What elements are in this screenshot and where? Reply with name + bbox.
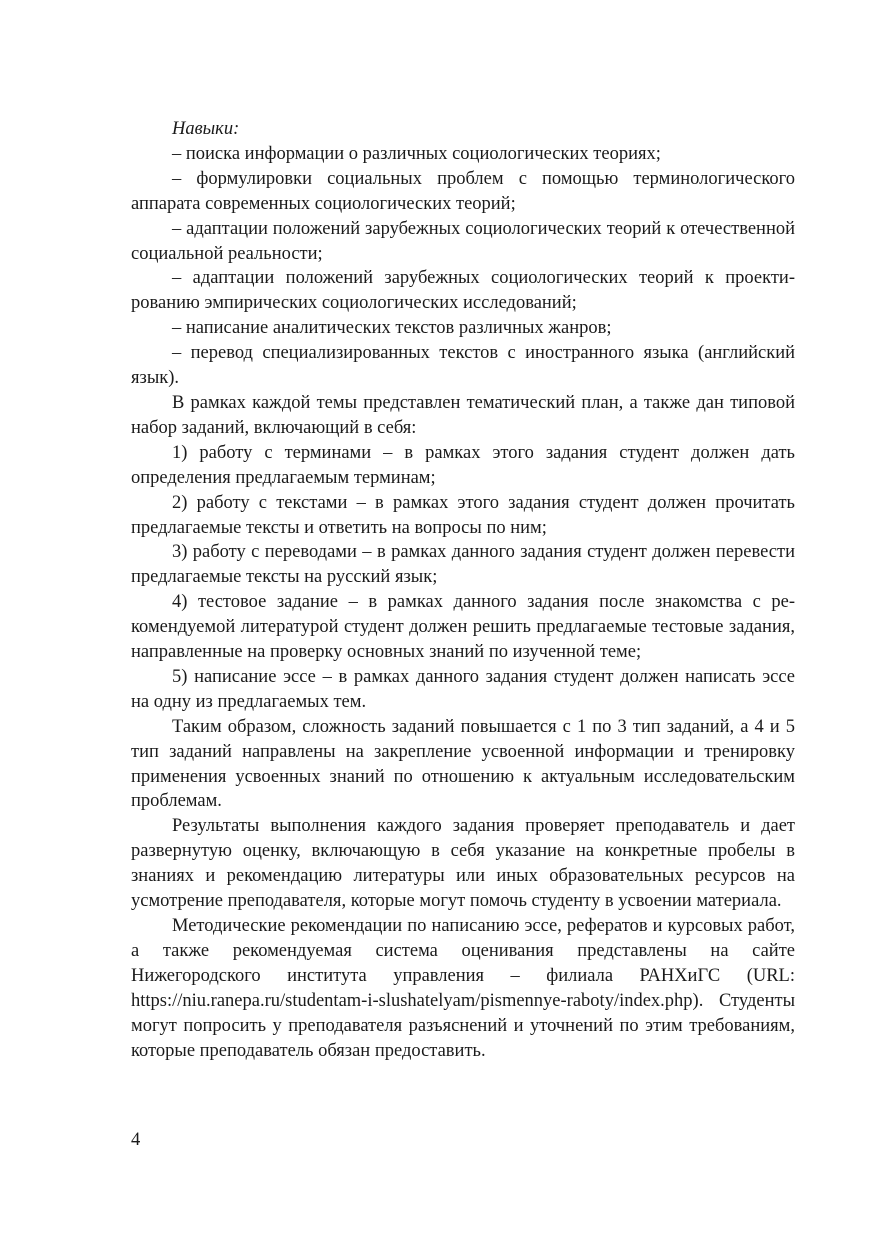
task-item: 5) написание эссе – в рамках данного задания студент должен написать эссе на одну из предлагаемых тем.: [131, 666, 795, 712]
skill-item: – поиска информации о различных социологических теориях;: [172, 143, 661, 164]
task-item: 4) тестовое задание – в рамках данного задания после знакомства с рекомендуемой литературой студент должен решить предлагаемые тестовые задания, направленные на проверку основных знаний по изученной теме;: [131, 592, 795, 663]
complexity-paragraph: Таким образом, сложность заданий повышается с 1 по 3 тип заданий, а 4 и 5 тип заданий направлены на закрепление усвоенной информации и тренировку применения усвоенных знаний по отношению к актуальным исследовательским проблемам.: [131, 716, 795, 812]
task-item: 3) работу с переводами – в рамках данного задания студент должен перевести предлагаемые тексты на русский язык;: [131, 542, 795, 588]
task-item: 1) работу с терминами – в рамках этого задания студент должен дать определения предлагаемым терминам;: [131, 442, 795, 488]
page-number: 4: [131, 1130, 141, 1150]
skill-item: – написание аналитических текстов различных жанров;: [172, 318, 612, 339]
task-item: 2) работу с текстами – в рамках этого задания студент должен прочитать предлагаемые тексты и ответить на вопросы по ним;: [131, 492, 795, 538]
guidelines-paragraph: Методические рекомендации по написанию эссе, рефератов и курсовых работ, а также рекомендуемая система оценивания представлены на сайте Нижегородского института управления – филиала РАНХиГС (URL: https://niu.ranepa.ru/studentam-i-slushatelyam/pismennye-raboty/index.php). Студенты могут попросить у преподавателя разъяснений и уточнений по этим требованиям, которые преподаватель обязан предоставить.: [131, 916, 795, 1061]
body-text: [131, 117, 795, 1063]
tasks-intro-paragraph: В рамках каждой темы представлен тематический план, а также дан типовой набор заданий, включающий в себя:: [131, 392, 795, 438]
skills-heading: Навыки:: [172, 119, 240, 139]
skill-item: – адаптации положений зарубежных социологических теорий к проектированию эмпирических социологических исследований;: [131, 268, 795, 314]
skill-item: – перевод специализированных текстов с иностранного языка (английский язык).: [131, 343, 795, 389]
skill-item: – адаптации положений зарубежных социологических теорий к отечественной социальной реальности;: [131, 218, 795, 264]
skill-item: – формулировки социальных проблем с помощью терминологического аппарата современных социологических теорий;: [131, 168, 795, 214]
results-paragraph: Результаты выполнения каждого задания проверяет преподаватель и дает развернутую оценку, включающую в себя указание на конкретные пробелы в знаниях и рекомендацию литературы или иных образовательных ресурсов на усмотрение преподавателя, которые могут помочь студенту в усвоении материала.: [131, 816, 795, 912]
